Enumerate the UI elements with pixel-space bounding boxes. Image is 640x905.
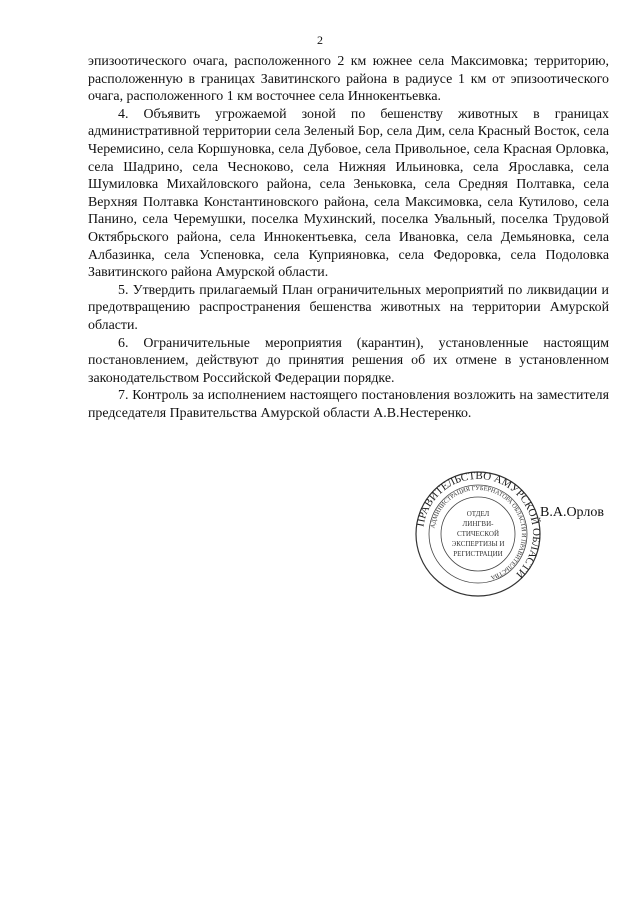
document-body bbox=[88, 53, 609, 422]
seal-center-line: ОТДЕЛ bbox=[466, 510, 490, 518]
paragraph-item-5: 5. Утвердить прилагаемый План ограничительных мероприятий по ликвидации и предотвращению распространения бешенства животных на территории Амурской области. bbox=[88, 282, 609, 333]
paragraph-item-4: 4. Объявить угрожаемой зоной по бешенству животных в границах административной территории села Зеленый Бор, села Дим, села Красный Восток, села Черемисино, села Коршуновка, села Дубовое, села Привольное, села Красная Орловка, села Шадрино, села Чесноково, села Нижняя Ильиновка, села Ярославка, села Шумиловка Михайловского района, села Зеньковка, села Средняя Полтавка, села Верхняя Полтавка Константиновского района, села Максимовка, села Кутилово, села Панино, села Черемушки, поселка Мухинский, поселка Увальный, поселка Трудовой Октябрьского района, села Иннокентьевка, села Ивановка, села Демьяновка, села Албазинка, села Успеновка, села Куприяновка, села Федоровка, села Подоловка Завитинского района Амурской области. bbox=[88, 106, 609, 281]
seal-center-line: ЭКСПЕРТИЗЫ И bbox=[451, 540, 505, 548]
official-seal bbox=[414, 470, 542, 598]
page-number: 2 bbox=[317, 33, 323, 47]
seal-center-line: РЕГИСТРАЦИИ bbox=[453, 550, 503, 558]
paragraph-item-6: 6. Ограничительные мероприятия (карантин), установленные настоящим постановлением, действуют до принятия решения об их отмене в установленном законодательством Российской Федерации порядке. bbox=[88, 335, 609, 386]
seal-inner-text: АДМИНИСТРАЦИЯ ГУБЕРНАТОРА ОБЛАСТИ И ПРАВИТЕЛЬСТВА bbox=[429, 484, 528, 582]
paragraph-continuation: эпизоотического очага, расположенного 2 км южнее села Максимовка; территорию, расположенную в границах Завитинского района в радиусе 1 км от эпизоотического очага, расположенного 1 км восточнее села Иннокентьевка. bbox=[88, 54, 609, 105]
seal-outer-text: ПРАВИТЕЛЬСТВО АМУРСКОЙ ОБЛАСТИ bbox=[414, 470, 542, 581]
seal-center-line: ЛИНГВИ- bbox=[462, 520, 494, 528]
paragraph-item-7: 7. Контроль за исполнением настоящего постановления возложить на заместителя председателя Правительства Амурской области А.В.Нестеренко. bbox=[88, 388, 609, 421]
seal-center-line: СТИЧЕСКОЙ bbox=[456, 530, 500, 538]
signatory-name: В.А.Орлов bbox=[540, 505, 604, 520]
